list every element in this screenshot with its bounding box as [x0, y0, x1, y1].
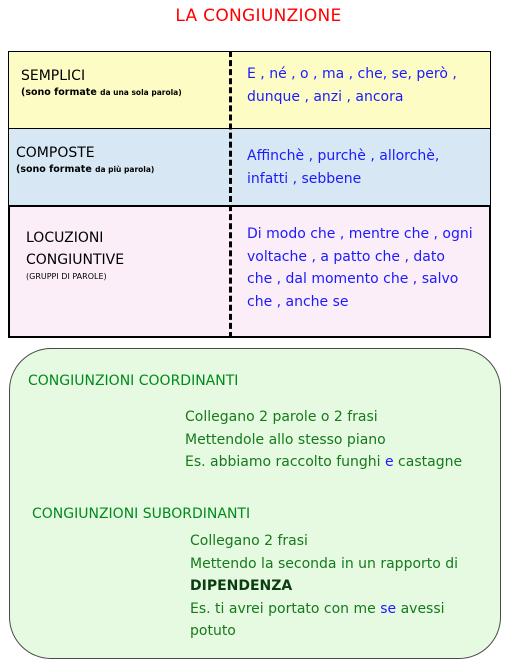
locuzioni-label-block: [26, 228, 124, 284]
semplici-values-line: dunque , anzi , ancora: [247, 88, 404, 105]
locuzioni-values-line: che , dal momento che , salvo: [247, 271, 459, 287]
coordinanti-description: [185, 406, 462, 474]
composte-values-line: Affinchè , purchè , allorchè,: [247, 148, 440, 164]
subordinanti-line: Collegano 2 frasi: [190, 533, 308, 549]
locuzioni-note: (GRUPPI DI PAROLE): [26, 272, 107, 281]
locuzioni-label-line2: CONGIUNTIVE: [26, 252, 125, 268]
locuzioni-values-line: che , anche se: [247, 293, 349, 310]
semplici-note: (sono formate da una sola parola): [21, 87, 182, 98]
composte-label-block: [16, 143, 154, 177]
composte-values: [247, 145, 439, 190]
subordinanti-example-end: potuto: [190, 623, 236, 639]
semplici-values-line: E , né , o , ma , che, se, però ,: [247, 66, 457, 82]
semplici-values: [247, 63, 457, 108]
dipendenza-label: DIPENDENZA: [190, 578, 293, 594]
subordinanti-heading: CONGIUNZIONI SUBORDINANTI: [32, 506, 251, 522]
coordinanti-line: Mettendole allo stesso piano: [185, 431, 386, 448]
page-title: LA CONGIUNZIONE: [175, 6, 342, 26]
subordinanti-description: [190, 530, 458, 643]
semplici-label: SEMPLICI: [21, 68, 86, 84]
semplici-label-block: [21, 66, 182, 100]
composte-note: (sono formate da più parola): [16, 164, 155, 175]
locuzioni-label-line1: LOCUZIONI: [26, 230, 104, 246]
composte-label: COMPOSTE: [16, 145, 95, 161]
coordinanti-example: Es. abbiamo raccolto funghi e castagne: [185, 454, 463, 470]
subordinanti-example: Es. ti avrei portato con me se avessi: [190, 600, 445, 617]
column-divider: [229, 51, 232, 338]
coordinanti-heading: CONGIUNZIONI COORDINANTI: [28, 373, 239, 389]
coordinanti-line: Collegano 2 parole o 2 frasi: [185, 409, 378, 425]
locuzioni-values-line: voltache , a patto che , dato: [247, 248, 445, 265]
subordinanti-line: Mettendo la seconda in un rapporto di: [190, 555, 459, 572]
locuzioni-values-line: Di modo che , mentre che , ogni: [247, 226, 473, 242]
locuzioni-values: [247, 223, 473, 313]
composte-values-line: infatti , sebbene: [247, 170, 362, 187]
